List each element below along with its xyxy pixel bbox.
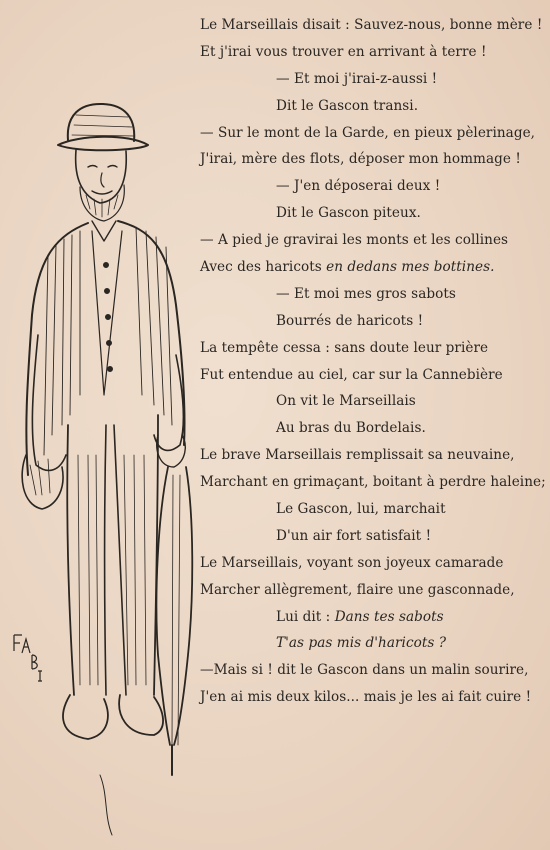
poem-line-text: Lui dit : bbox=[276, 608, 335, 625]
poem-line-text: — Et moi mes gros sabots bbox=[276, 285, 456, 302]
poem-line bbox=[200, 684, 540, 711]
poem-line-text: Bourrés de haricots ! bbox=[276, 312, 424, 329]
poem-line-text: —Mais si ! dit le Gascon dans un malin sourire, bbox=[200, 662, 529, 679]
poem-line bbox=[200, 657, 540, 684]
poem-line bbox=[200, 173, 540, 200]
poem-line-text: J'irai, mère des flots, déposer mon hommage ! bbox=[200, 151, 521, 168]
poem-line-text: On vit le Marseillais bbox=[276, 393, 416, 410]
poem-line bbox=[200, 577, 540, 604]
gascon-illustration bbox=[8, 95, 203, 840]
poem-line bbox=[200, 630, 540, 657]
poem-line bbox=[200, 415, 540, 442]
poem-line bbox=[200, 388, 540, 415]
poem-line-text: Marcher allègrement, flaire une gasconnade, bbox=[200, 581, 515, 598]
poem-line bbox=[200, 120, 540, 147]
poem-line bbox=[200, 362, 540, 389]
poem-line bbox=[200, 281, 540, 308]
poem-line-text: Au bras du Bordelais. bbox=[276, 420, 426, 437]
poem-line bbox=[200, 12, 543, 39]
poem-line bbox=[200, 550, 540, 577]
poem-line bbox=[200, 442, 540, 469]
poem-line bbox=[200, 308, 540, 335]
poem-line bbox=[200, 227, 540, 254]
poem-line-text: Dit le Gascon piteux. bbox=[276, 205, 421, 222]
poem-line bbox=[200, 39, 540, 66]
poem-line bbox=[200, 496, 540, 523]
poem-line-text: Avec des haricots bbox=[200, 259, 327, 276]
poem-line bbox=[200, 66, 540, 93]
poem-line bbox=[200, 335, 540, 362]
poem-line-text: Le Marseillais disait : Sauvez-nous, bonne mère ! bbox=[200, 17, 543, 33]
poem-line-text: La tempête cessa : sans doute leur prière bbox=[200, 339, 489, 356]
poem bbox=[200, 12, 546, 711]
poem-line bbox=[200, 523, 540, 550]
poem-line-italic-text: T'as pas mis d'haricots ? bbox=[276, 635, 447, 652]
poem-line-text: — Et moi j'irai-z-aussi ! bbox=[276, 70, 438, 87]
poem-line bbox=[200, 146, 540, 173]
poem-line-text: — J'en déposerai deux ! bbox=[276, 178, 441, 195]
poem-line-text: J'en ai mis deux kilos... mais je les ai fait cuire ! bbox=[200, 689, 532, 706]
poem-line-text: Le Marseillais, voyant son joyeux camarade bbox=[200, 554, 504, 571]
poem-line-italic-text: Dans tes sabots bbox=[334, 608, 444, 625]
poem-line-text: Fut entendue au ciel, car sur la Cannebière bbox=[200, 366, 503, 383]
poem-line bbox=[200, 200, 540, 227]
poem-line-text: Le Gascon, lui, marchait bbox=[276, 501, 446, 518]
poem-line-text: D'un air fort satisfait ! bbox=[276, 527, 432, 544]
poem-line bbox=[200, 604, 540, 631]
poem-line-text: Marchant en grimaçant, boitant à perdre haleine; bbox=[200, 474, 546, 491]
poem-line-text: Dit le Gascon transi. bbox=[276, 97, 419, 114]
poem-line-text: — Sur le mont de la Garde, en pieux pèlerinage, bbox=[200, 124, 536, 141]
poem-line-italic-text: en dedans mes bottines. bbox=[326, 259, 495, 276]
poem-line-text: Le brave Marseillais remplissait sa neuvaine, bbox=[200, 447, 515, 464]
poem-line-text: Et j'irai vous trouver en arrivant à terre ! bbox=[200, 43, 487, 60]
poem-line bbox=[200, 469, 546, 496]
poem-line-text: — A pied je gravirai les monts et les collines bbox=[200, 232, 509, 249]
poem-line bbox=[200, 254, 540, 281]
poem-line bbox=[200, 93, 540, 120]
artist-signature bbox=[8, 625, 48, 685]
